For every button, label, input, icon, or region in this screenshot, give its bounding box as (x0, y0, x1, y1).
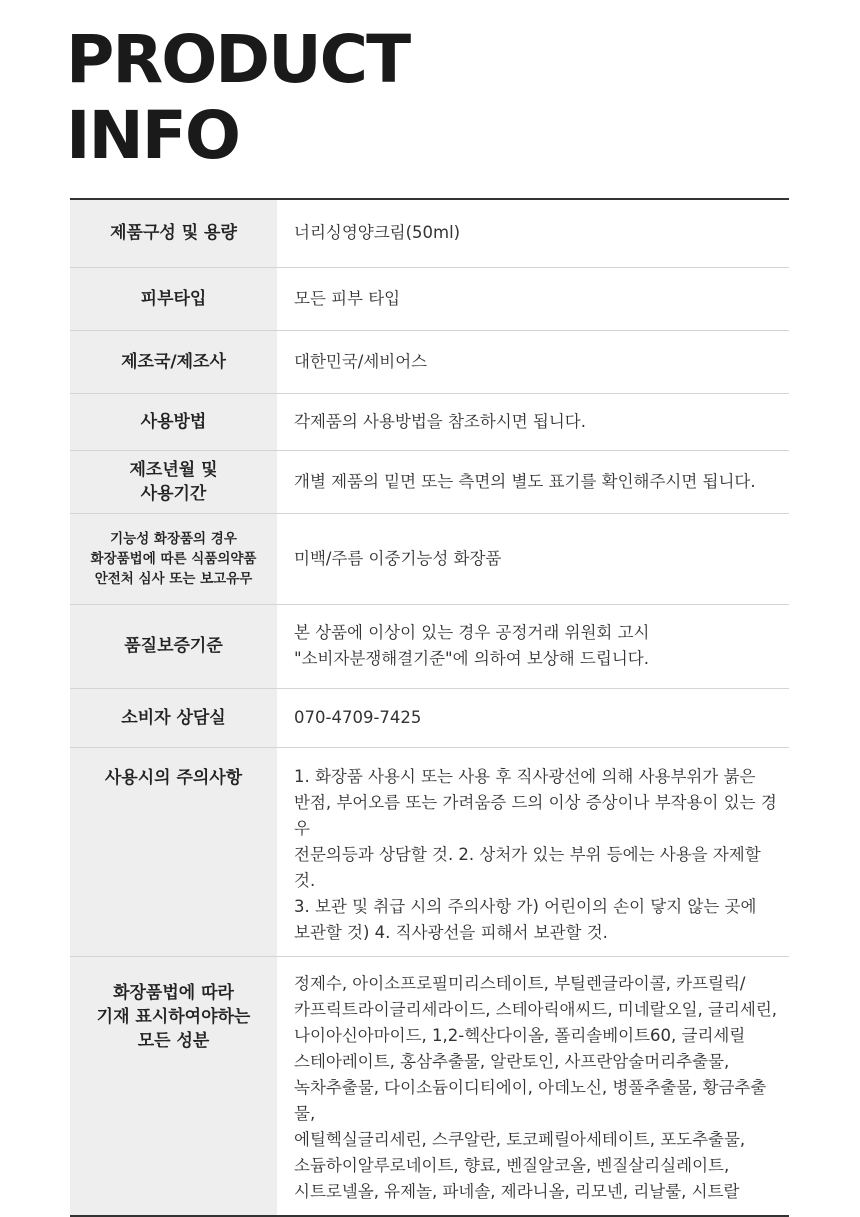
title-line-1: PRODUCT (66, 21, 410, 98)
page-title (66, 22, 409, 174)
row-label: 제조국/제조사 (70, 330, 277, 393)
row-value: 정제수, 아이소프로필미리스테이트, 부틸렌글라이콜, 카프릴릭/ 카프릭트라이글리세라이드, 스테아릭애씨드, 미네랄오일, 글리세린, 나이아신아마이드, 1,2-헥산다이올, 폴리솔베이트60, 글리세릴 스테아레이트, 홍삼추출물, 알란토인, 사프란암술머리추출물, 녹차추출물, 다이소듐이디티에이, 아데노신, 병풀추출물, 황금추출물, 에틸헥실글리세린, 스쿠알란, 토코페릴아세테이트, 포도추출물, 소듐하이알루로네이트, 향료, 벤질알코올, 벤질살리실레이트, 시트로넬올, 유제놀, 파네솔, 제라니올, 리모넨, 리날룰, 시트랄 (294, 973, 778, 1201)
row-label: 품질보증기준 (70, 604, 277, 688)
table-row (70, 450, 789, 513)
table-row (70, 688, 789, 747)
row-label: 피부타입 (70, 267, 277, 330)
title-line-2: INFO (66, 97, 239, 174)
row-label: 기능성 화장품의 경우 화장품법에 따른 식품의약품 안전처 심사 또는 보고유무 (70, 513, 277, 604)
row-value: 미백/주름 이중기능성 화장품 (277, 513, 789, 604)
row-value: 1. 화장품 사용시 또는 사용 후 직사광선에 의해 사용부위가 붉은 반점, 부어오름 또는 가려움증 드의 이상 증상이나 부작용이 있는 경우 전문의등과 상담할 것. 2. 상처가 있는 부위 등에는 사용을 자제할 것. 3. 보관 및 취급 시의 주의사항 가) 어린이의 손이 닿지 않는 곳에 보관할 것) 4. 직사광선을 피해서 보관할 것. (277, 747, 789, 956)
row-label: 소비자 상담실 (70, 688, 277, 747)
table-row (70, 393, 789, 450)
row-label: 제품구성 및 용량 (70, 199, 277, 267)
table-row (70, 747, 789, 956)
row-label: 사용방법 (70, 393, 277, 450)
row-value: 각제품의 사용방법을 참조하시면 됩니다. (277, 393, 789, 450)
table-row (70, 330, 789, 393)
row-value: 본 상품에 이상이 있는 경우 공정거래 위원회 고시 "소비자분쟁해결기준"에 의하여 보상해 드립니다. (277, 604, 789, 688)
table-row (70, 513, 789, 604)
row-value: 모든 피부 타입 (277, 267, 789, 330)
table-row (70, 604, 789, 688)
row-label: 화장품법에 따라 기재 표시하여야하는 모든 성분 (70, 956, 277, 1216)
row-label: 사용시의 주의사항 (70, 747, 277, 956)
row-value: 070-4709-7425 (277, 688, 789, 747)
table-row (70, 956, 789, 1216)
row-value: 대한민국/세비어스 (277, 330, 789, 393)
table-row (70, 199, 789, 267)
table-row (70, 267, 789, 330)
row-value: 개별 제품의 밑면 또는 측면의 별도 표기를 확인해주시면 됩니다. (277, 450, 789, 513)
product-info-table (70, 198, 789, 1217)
row-label: 제조년월 및 사용기간 (70, 450, 277, 513)
row-value: 너리싱영양크림(50ml) (277, 199, 789, 267)
